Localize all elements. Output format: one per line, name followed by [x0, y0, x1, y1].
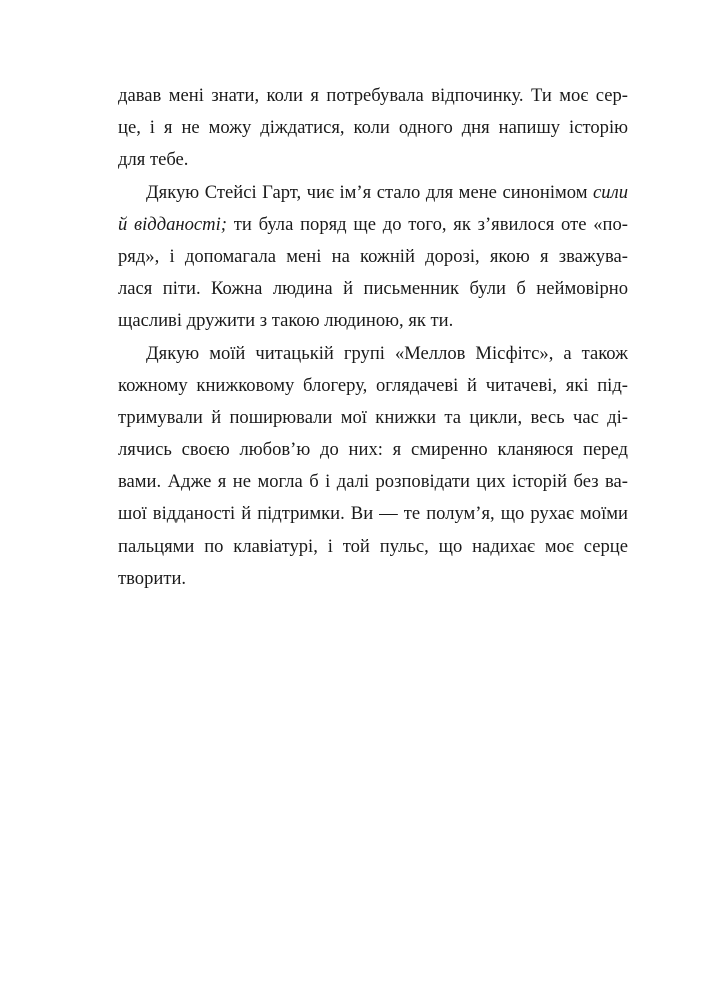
text-segment: ти була поряд ще до того, як з’явилося оте «по- — [226, 213, 628, 235]
text-line — [118, 498, 628, 530]
italic-text: сили — [593, 181, 628, 203]
text-line — [118, 273, 628, 305]
text-segment: це, і я не можу діждатися, коли одного дня напишу історію — [118, 117, 628, 139]
text-segment: Дякую Стейсі Гарт, чиє ім’я стало для мене синонімом — [146, 181, 594, 203]
paragraph — [118, 177, 628, 338]
text-segment: лася піти. Кожна людина й письменник були б неймовірно — [118, 278, 628, 300]
italic-text: й відданості; — [118, 213, 227, 235]
text-segment: шої відданості й підтримки. Ви — те полум’я, що рухає моїми — [118, 503, 628, 525]
text-segment: пальцями по клавіатурі, і той пульс, що надихає моє серце — [118, 535, 628, 557]
text-line — [118, 112, 628, 144]
text-line — [118, 209, 628, 241]
text-line — [118, 370, 628, 402]
text-segment: для тебе. — [118, 149, 189, 171]
text-line — [118, 177, 628, 209]
text-line — [118, 241, 628, 273]
text-segment: ряд», і допомагала мені на кожній дорозі, якою я зважува- — [118, 245, 628, 267]
text-segment: вами. Адже я не могла б і далі розповідати цих історій без ва- — [118, 471, 628, 493]
text-line — [118, 338, 628, 370]
paragraph — [118, 80, 628, 177]
text-segment: творити. — [118, 567, 187, 589]
text-segment: щасливі дружити з такою людиною, як ти. — [118, 310, 454, 332]
acknowledgements-text — [118, 80, 628, 595]
text-segment: тримували й поширювали мої книжки та цикли, весь час ді- — [118, 406, 628, 428]
text-segment: лячись своєю любов’ю до них: я смиренно кланяюся перед — [118, 439, 628, 461]
text-line — [118, 305, 628, 337]
text-line — [118, 466, 628, 498]
text-line — [118, 434, 628, 466]
paragraph — [118, 338, 628, 596]
text-line — [118, 531, 628, 563]
text-segment: кожному книжковому блогеру, оглядачеві й читачеві, які під- — [118, 374, 628, 396]
text-line — [118, 563, 628, 595]
text-segment: давав мені знати, коли я потребувала відпочинку. Ти моє сер- — [118, 85, 628, 106]
text-line — [118, 80, 628, 112]
text-line — [118, 402, 628, 434]
text-segment: Дякую моїй читацькій групі «Меллов Місфітс», а також — [146, 342, 628, 364]
text-line — [118, 144, 628, 176]
